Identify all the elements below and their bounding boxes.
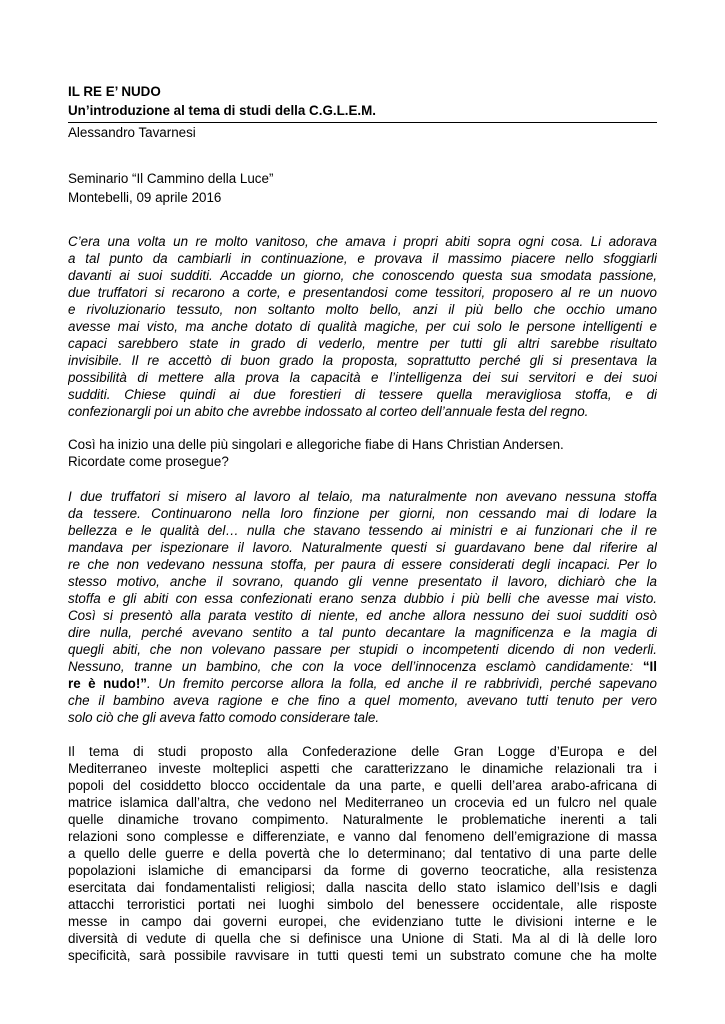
document-subtitle: Un’introduzione al tema di studi della C.G.L.E.M. — [68, 103, 377, 118]
text-line: bellezza e le qualità del… nulla che stavano tessendo ai ministri e ai funzionari che il re — [68, 523, 657, 538]
text-line: dire nulla, perché avevano sentito a tal punto decantare la magnificenza e la magia di — [68, 625, 657, 640]
text-line: che il bambino aveva ragione e che fino a quel momento, avevano tutti tenuto per vero — [68, 693, 657, 708]
seminar-name: Seminario “Il Cammino della Luce” — [68, 171, 274, 186]
text-line: re che non vedevano nessuna stoffa, per paura di essere considerati degli incapaci. Per lo — [68, 557, 657, 572]
text-line: attacchi terroristici portati nei luoghi simbolo del benessere occidentale, alle risposte — [68, 897, 657, 912]
tale-paragraph-1 — [68, 233, 657, 420]
text-line: davanti ai suoi sudditi. Accadde un giorno, che conoscendo questa sua smodata passione, — [68, 268, 657, 283]
document-title: IL RE E’ NUDO — [68, 84, 161, 99]
exclamation-text: “Il — [642, 659, 657, 674]
text-line: C’era una volta un re molto vanitoso, che amava i propri abiti sopra ogni cosa. Li adorava — [68, 234, 657, 249]
text-line: Ricordate come prosegue? — [68, 454, 229, 469]
text-segment: . Un fremito percorse allora la folla, ed anche il re rabbrividì, perché sapevano — [147, 676, 657, 691]
place-date: Montebelli, 09 aprile 2016 — [68, 190, 222, 205]
text-line: capaci sarebbero state in grado di vederlo, mentre per tutti gli altri sarebbe risultato — [68, 336, 657, 351]
text-line: popoli del cosiddetto blocco occidentale da una parte, e quelli dell’area arabo-africana di — [68, 778, 657, 793]
text-line: messe in campo dai governi europei, che evidenziano tutte le divisioni interne e le — [68, 914, 657, 929]
text-line: stesso motivo, anche il sovrano, quando gli venne presentato il lavoro, dichiarò che la — [68, 574, 657, 589]
text-line — [68, 675, 657, 692]
text-line: I due truffatori si misero al lavoro al telaio, ma naturalmente non avevano nessuna stoffa — [68, 489, 657, 504]
text-line: Così si presentò alla parata vestito di niente, ed anche allora nessuno dei suoi sudditi osò — [68, 608, 657, 623]
author-name: Alessandro Tavarnesi — [68, 125, 196, 140]
text-line: popolazioni islamiche di emanciparsi da forme di governo teocratiche, alla resistenza — [68, 863, 657, 878]
text-line: possibilità di mettere alla prova la capacità e l’intelligenza dei sui servitori e dei suoi — [68, 370, 657, 385]
document-page — [68, 82, 657, 964]
text-line: quelle dinamiche trovano compimento. Naturalmente le problematiche inerenti a tali — [68, 812, 657, 827]
theme-paragraph — [68, 743, 657, 964]
exclamation-text: re è nudo!” — [68, 676, 147, 691]
text-line: solo ciò che gli aveva fatto comodo considerare tale. — [68, 710, 380, 725]
text-line: esercitata dai fondamentalisti religiosi; dalla nascita dello stato islamico dell’Isis e dagli — [68, 880, 657, 895]
text-line: quegli abiti, che non volevano passare per stupidi o incompetenti dicendo di non vederli. — [68, 642, 657, 657]
text-line: e rivoluzionario tessuto, non soltanto molto bello, anzi il più bello che occhio umano — [68, 302, 657, 317]
text-line: relazioni sono complesse e differenziate, e vanno dal fenomeno dell’emigrazione di massa — [68, 829, 657, 844]
text-line: a quello delle guerre e della povertà che lo determinano; dal tentativo di una parte delle — [68, 846, 657, 861]
text-line: da tessere. Continuarono nella loro finzione per giorni, non cessando mai di lodare la — [68, 506, 657, 521]
text-line: a tal punto da cambiarli in continuazione, e provava il massimo piacere nello sfoggiarli — [68, 251, 657, 266]
text-line: Così ha inizio una delle più singolari e allegoriche fiabe di Hans Christian Andersen. — [68, 437, 564, 452]
tale-paragraph-2 — [68, 488, 657, 726]
text-line: mandava per ispezionare il lavoro. Naturalmente questi si guardavano bene dal riferire al — [68, 540, 657, 555]
text-line: confezionargli poi un abito che avrebbe indossato al corteo dell’annuale festa del regno. — [68, 404, 589, 419]
text-line: diversità di vedute di quella che si definisce una Unione di Stati. Ma al di là delle loro — [68, 931, 657, 946]
text-line: matrice islamica dall’altra, che vedono nel Mediterraneo un crocevia ed un fulcro nel quale — [68, 795, 657, 810]
text-line — [68, 658, 657, 675]
text-line: Mediterraneo investe molteplici aspetti che caratterizzano le dinamiche relazionali tra i — [68, 761, 657, 776]
intro-question — [68, 436, 657, 470]
text-line: sudditi. Chiese quindi ai due forestieri di tessere quella meravigliosa stoffa, e di — [68, 387, 657, 402]
text-line: avesse mai visto, ma anche dotato di qualità magiche, per cui solo le persone intelligenti e — [68, 319, 657, 334]
text-line: Il tema di studi proposto alla Confederazione delle Gran Logge d’Europa e del — [68, 744, 657, 759]
text-line: invisibile. Il re accettò di buon grado la proposta, soprattutto perché gli si presentava la — [68, 353, 657, 368]
text-line: specificità, sarà possibile ravvisare in tutti questi temi un substrato comune che ha molte — [68, 948, 657, 963]
text-line: stoffa e gli abiti con essa confezionati erano senza dubbio i più belli che avesse mai visto. — [68, 591, 657, 606]
text-segment: Nessuno, tranne un bambino, che con la voce dell’innocenza esclamò candidamente: — [68, 659, 643, 674]
text-line: due truffatori si recarono a corte, e presentandosi come tessitori, proposero al re un nuovo — [68, 285, 657, 300]
